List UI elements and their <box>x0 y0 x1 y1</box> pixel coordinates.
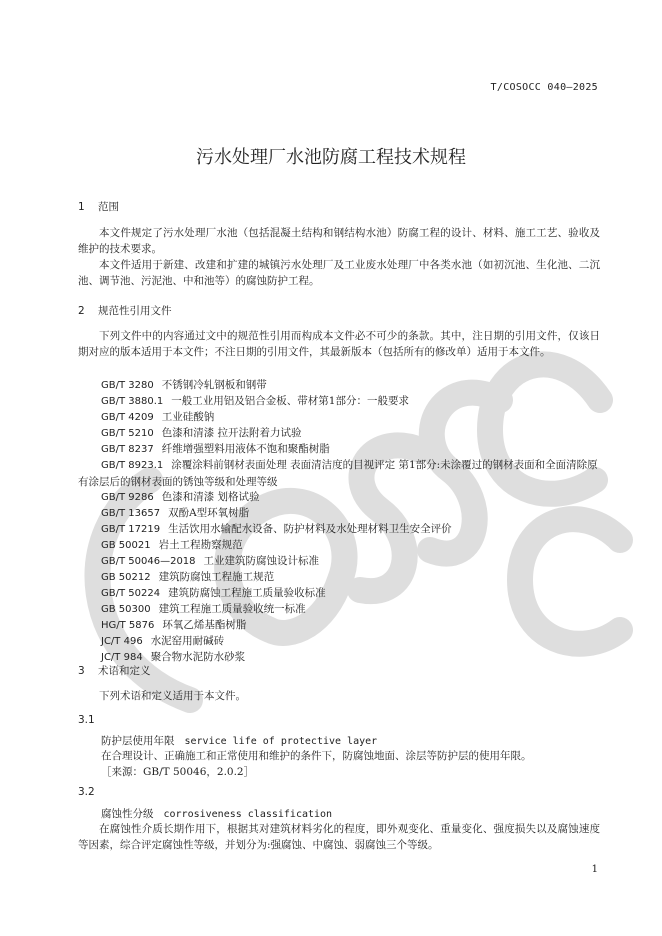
reference-item: GB/T 4209 工业硅酸钠 <box>101 411 215 423</box>
section-3-intro: 下列术语和定义适用于本文件。 <box>99 690 246 702</box>
section-title: 规范性引用文件 <box>98 305 172 317</box>
document-title: 污水处理厂水池防腐工程技术规程 <box>196 147 466 168</box>
reference-item: GB 50021 岩土工程勘察规范 <box>101 539 243 551</box>
reference-item: GB 50300 建筑工程施工质量验收统一标准 <box>101 603 306 615</box>
section-2-intro: 下列文件中的内容通过文中的规范性引用而构成本文件必不可少的条款。其中，注日期的引用文件，仅该日期对应的版本适用于本文件；不注日期的引用文件，其最新版本（包括所有的修改单）适用于本文件。 <box>78 330 600 358</box>
reference-item: GB/T 5210 色漆和清漆 拉开法附着力试验 <box>101 427 302 439</box>
term-chinese: 防护层使用年限 <box>101 735 175 747</box>
reference-item: GB/T 17219 生活饮用水输配水设备、防护材料及水处理材料卫生安全评价 <box>101 523 452 535</box>
term-english: corrosiveness classification <box>163 809 333 820</box>
reference-item: GB 50212 建筑防腐蚀工程施工规范 <box>101 571 275 583</box>
term-entry <box>101 806 332 821</box>
reference-item: GB/T 8923.1 涂覆涂料前钢材表面处理 表面清洁度的目视评定 第1部分:未涂覆过的钢材表面和全面清除原有涂层后的钢材表面的锈蚀等级和处理等级 <box>78 459 598 488</box>
section-number: 1 <box>78 201 85 213</box>
section-3-heading <box>78 663 151 678</box>
reference-item: GB/T 3280 不锈钢冷轧钢板和钢带 <box>101 379 267 391</box>
reference-item: GB/T 8237 纤维增强塑料用液体不饱和聚酯树脂 <box>101 443 330 455</box>
term-chinese: 腐蚀性分级 <box>101 808 154 820</box>
term-definition: 在合理设计、正确施工和正常使用和维护的条件下，防腐蚀地面、涂层等防护层的使用年限。 <box>101 750 532 762</box>
term-entry <box>101 733 377 748</box>
reference-item: GB/T 50046—2018 工业建筑防腐蚀设计标准 <box>101 555 320 567</box>
document-code: T/COSOCC 040—2025 <box>490 82 598 93</box>
reference-item: GB/T 13657 双酚A型环氧树脂 <box>101 507 250 519</box>
clause-number: 3.2 <box>78 786 95 798</box>
section-2-heading <box>78 303 172 318</box>
reference-item: JC/T 984 聚合物水泥防水砂浆 <box>101 651 246 663</box>
section-number: 3 <box>78 665 85 677</box>
term-source: ［来源：GB/T 50046，2.0.2］ <box>101 766 255 778</box>
section-1-paragraph-1: 本文件规定了污水处理厂水池（包括混凝土结构和钢结构水池）防腐工程的设计、材料、施工工艺、验收及维护的技术要求。 <box>78 227 600 255</box>
section-title: 术语和定义 <box>98 665 151 677</box>
reference-item: HG/T 5876 环氧乙烯基酯树脂 <box>101 619 247 631</box>
section-1-paragraph-2: 本文件适用于新建、改建和扩建的城镇污水处理厂及工业废水处理厂中各类水池（如初沉池、生化池、二沉池、调节池、污泥池、中和池等）的腐蚀防护工程。 <box>78 259 600 287</box>
page-number: 1 <box>591 864 598 875</box>
section-title: 范围 <box>98 201 119 213</box>
term-english: service life of protective layer <box>184 736 378 747</box>
reference-item: GB/T 3880.1 一般工业用铝及铝合金板、带材第1部分：一般要求 <box>101 395 409 407</box>
reference-item: GB/T 9286 色漆和清漆 划格试验 <box>101 491 260 503</box>
term-definition: 在腐蚀性介质长期作用下，根据其对建筑材料劣化的程度，即外观变化、重量变化、强度损失以及腐蚀速度等因素，综合评定腐蚀性等级，并划分为:强腐蚀、中腐蚀、弱腐蚀三个等级。 <box>78 823 600 851</box>
reference-item: JC/T 496 水泥窑用耐碱砖 <box>101 635 225 647</box>
section-1-heading <box>78 199 119 214</box>
section-number: 2 <box>78 305 85 317</box>
reference-item: GB/T 50224 建筑防腐蚀工程施工质量验收标准 <box>101 587 326 599</box>
clause-number: 3.1 <box>78 714 95 726</box>
